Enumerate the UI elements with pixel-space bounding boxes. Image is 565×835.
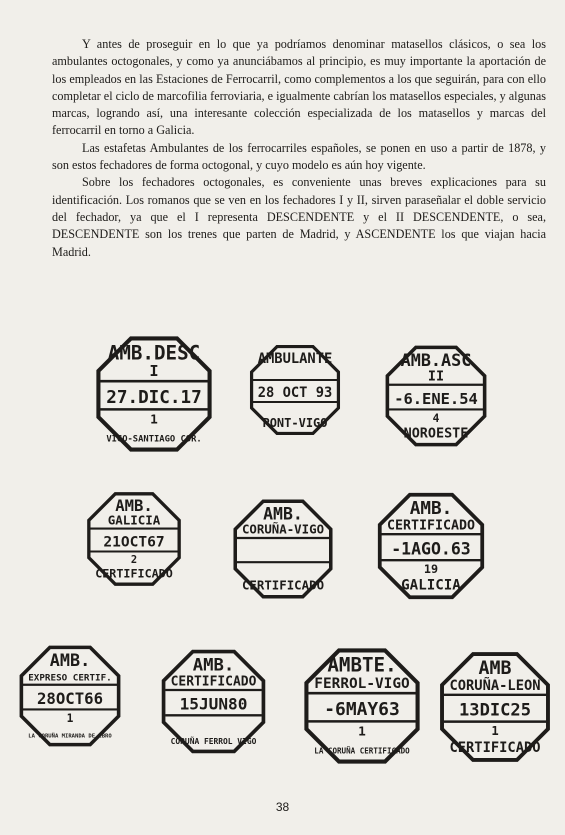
stamp-top-text: AMB.	[49, 649, 91, 670]
stamp-number-text: 2	[130, 553, 138, 566]
stamp-top-text: AMB.DESC	[107, 341, 201, 365]
postmark-stamp	[14, 640, 126, 752]
stamp-line-text: CORUÑA-VIGO	[241, 521, 325, 537]
paragraph-1: Y antes de proseguir en lo que ya podríamos denominar matasellos clásicos, o sea los ambulantes octogonales, y como ya anunciábamos al principio, es muy importante la aportación de los empleados en las Estaciones de Ferrocarril, como complementos a los que seguirán, para con ello completar el ciclo de marcofilia ferroviaria, e igualmente cabrían los matasellos especiales, y algunas marcas, logrando así, una interesante colección especializada de los matasellos y marcas del ferrocarril en torno a Galicia.	[52, 37, 546, 138]
stamp-bottom-text: LA CORUÑA MIRANDA DE EBRO	[28, 733, 112, 740]
stamp-bottom-text: VIGO-SANTIAGO COR.	[106, 434, 202, 445]
postmark-stamp	[372, 487, 490, 605]
postmark-stamp	[434, 646, 556, 768]
stamp-top-text: AMB	[478, 658, 512, 680]
stamp-bottom-text: CORUÑA FERROL VIGO	[170, 737, 257, 747]
postmark-stamp	[90, 330, 218, 458]
stamp-number-text: 1	[358, 724, 366, 740]
stamp-date-text: 27.DIC.17	[106, 387, 202, 408]
stamp-date-text: 15JUN80	[179, 694, 248, 714]
stamp-top-text: AMB.	[192, 655, 235, 676]
stamp-number-text: 4	[432, 411, 440, 425]
stamp-bottom-text: PONT-VIGO	[262, 416, 328, 430]
stamp-date-text: 21OCT67	[103, 533, 165, 551]
postmark-stamp	[298, 642, 426, 770]
stamp-top-text: AMBTE.	[327, 653, 397, 677]
stamp-top-text: AMB.	[409, 499, 453, 520]
stamp-top-text: AMBULANTE	[257, 351, 333, 367]
stamp-date-text: 28 OCT 93	[257, 385, 333, 401]
stamp-line-text: CORUÑA-LEON	[449, 677, 541, 694]
stamp-bottom-text: LA CORUÑA CERTIFICADO	[314, 746, 410, 756]
stamp-bottom-text: GALICIA	[401, 577, 461, 594]
stamp-number-text: 1	[150, 412, 158, 428]
stamp-number-text: 19	[423, 562, 439, 577]
postmark-stamp	[228, 494, 338, 604]
stamp-top-text: AMB.	[115, 496, 153, 515]
stamp-line-text: EXPRESO CERTIF.	[28, 672, 112, 684]
stamp-bottom-text: CERTIFICADO	[241, 577, 325, 593]
stamp-line-text: CERTIFICADO	[386, 518, 476, 534]
paragraph-3: Sobre los fechadores octogonales, es conveniente unas breves explicaciones para su identificación. Los romanos que se ven en los fechadores I y II, sirven paraseñalar el doble servicio del fechador, ya que el I representa DESCENDENTE y el II DESCENDENTE, o sea, DESCENDENTE son los trenes que parten de Madrid, y ASCENDENTE los que viajan hacia Madrid.	[52, 175, 546, 259]
stamp-line-text: I	[149, 362, 159, 381]
stamp-date-text: -6.ENE.54	[394, 389, 478, 408]
postmark-stamp	[156, 644, 271, 759]
stamp-line-text: FERROL-VIGO	[314, 676, 410, 693]
postmark-stamp	[82, 487, 186, 591]
stamp-line-text: CERTIFICADO	[170, 674, 257, 690]
stamp-number-text: 1	[66, 711, 74, 725]
stamp-line-text: GALICIA	[107, 512, 161, 528]
stamp-date-text: -1AGO.63	[391, 539, 471, 559]
stamp-bottom-text: CERTIFICADO	[449, 740, 541, 757]
paragraph-2: Las estafetas Ambulantes de los ferrocarriles españoles, se ponen en uso a partir de 1878, y son estos fechadores de forma octogonal, y cuyo modelo es aún hoy vigente.	[52, 140, 546, 173]
stamp-date-text: 28OCT66	[36, 688, 104, 708]
stamp-top-text: AMB.ASC	[400, 349, 472, 370]
stamp-number-text: 1	[491, 724, 499, 739]
stamp-date-text: 13DIC25	[459, 700, 531, 721]
page-number: 38	[275, 800, 290, 814]
stamp-date-text: -6MAY63	[324, 698, 400, 720]
stamp-bottom-text: CERTIFICADO	[95, 566, 173, 581]
postmark-stamp	[245, 340, 345, 440]
stamp-line-text: II	[427, 369, 445, 385]
postmark-stamp	[380, 340, 492, 452]
stamp-top-text: AMB.	[263, 504, 303, 524]
stamp-bottom-text: NOROESTE	[403, 426, 469, 442]
